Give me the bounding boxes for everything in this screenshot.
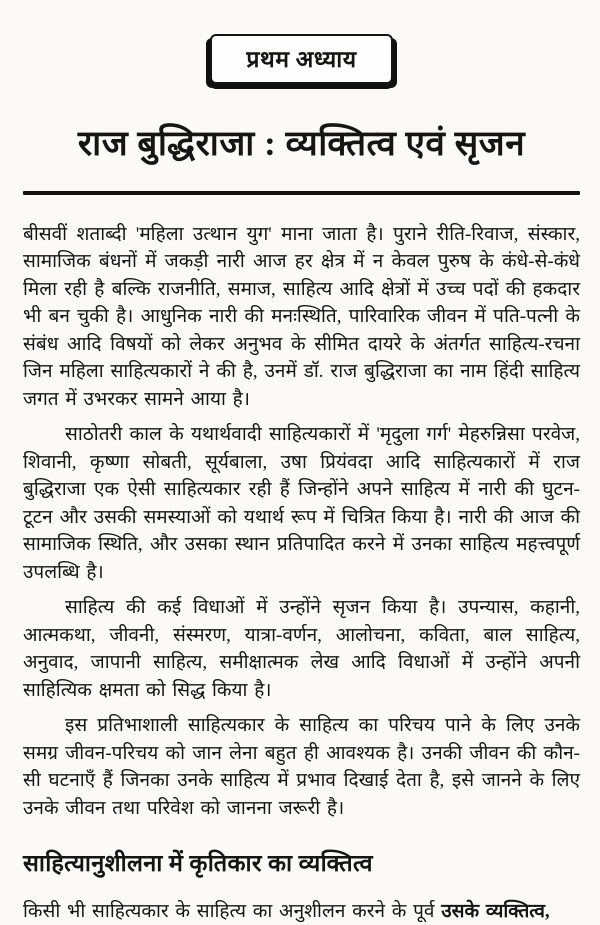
page-title: राज बुद्धिराजा : व्यक्तित्व एवं सृजन [77,124,526,163]
paragraph-2: साठोतरी काल के यथार्थवादी साहित्यकारों में 'मृदुला गर्ग' मेहरुन्निसा परवेज, शिवानी, कृष्णा सोबती, सूर्यबाला, उषा प्रियंवदा आदि साहित्यकारों में राज बुद्धिराजा एक ऐसी साहित्यकार रही हैं जिन्होंने अपने साहित्य में नारी की घुटन-टूटन और उसकी समस्याओं को यथार्थ रूप में चित्रित किया है। नारी की आज की सामाजिक स्थिति, और उसका स्थान प्रतिपादित करने में उनका साहित्य महत्त्वपूर्ण उपलब्धि है। [23,424,580,583]
paragraph-1: बीसवीं शताब्दी 'महिला उत्थान युग' माना जाता है। पुराने रीति-रिवाज, संस्कार, सामाजिक बंधनों में जकड़ी नारी आज हर क्षेत्र में न केवल पुरुष के कंधे-से-कंधे मिला रही है बल्कि राजनीति, समाज, साहित्य आदि क्षेत्रों में उच्च पदों की हकदार भी बन चुकी है। आधुनिक नारी की मनःस्थिति, पारिवारिक जीवन में पति-पत्नी के संबंध आदि विषयों को लेकर अनुभव के सीमित दायरे के अंतर्गत साहित्य-रचना जिन महिला साहित्यकारों ने की है, उनमें डॉ. राज बुद्धिराजा का नाम हिंदी साहित्य जगत में उभरकर सामने आया है। [23,223,580,410]
closing-line-normal: किसी भी साहित्यकार के साहित्य का अनुशीलन करने के पूर्व [23,900,442,922]
closing-line [23,898,580,925]
closing-line-bold: उसके व्यक्तित्व, [441,900,550,922]
chapter-badge-row [23,0,580,84]
paragraph-3: साहित्य की कई विधाओं में उन्होंने सृजन किया है। उपन्यास, कहानी, आत्मकथा, जीवनी, संस्मरण, यात्रा-वर्णन, आलोचना, कविता, बाल साहित्य, अनुवाद, जापानी साहित्य, समीक्षात्मक लेख आदि विधाओं में उन्होंने अपनी साहित्यिक क्षमता को सिद्ध किया है। [23,597,580,701]
paragraph-4: इस प्रतिभाशाली साहित्यकार के साहित्य का परिचय पाने के लिए उनके समग्र जीवन-परिचय को जान लेना बहुत ही आवश्यक है। उनकी जीवन की कौन-सी घटनाएँ हैं जिनका उनके साहित्य में प्रभाव दिखाई देता है, इसे जानने के लिए उनके जीवन तथा परिवेश को जानना जरूरी है। [23,715,580,819]
body-text-block [23,221,580,823]
chapter-badge: प्रथम अध्याय [210,34,392,84]
section-heading: साहित्यानुशीलना में कृतिकार का व्यक्तित्व [23,851,373,878]
title-underline-rule [23,191,580,195]
